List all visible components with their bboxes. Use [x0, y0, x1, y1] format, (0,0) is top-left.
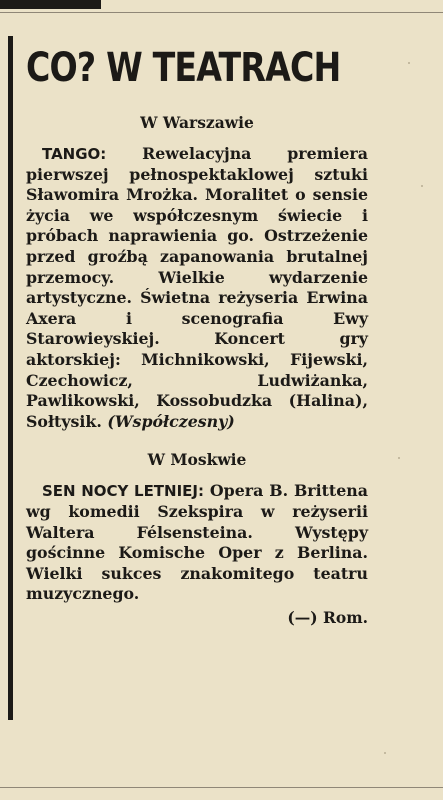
- city-heading-moskwa: W Moskwie: [147, 450, 247, 470]
- theatre-name: (Współczesny): [107, 411, 235, 431]
- top-rule: [0, 12, 443, 13]
- review-body: Rewelacyjna premiera pierwszej pełnospektaklowej sztuki Sławomira Mrożka. Moralitet o sensie życia we współczesnym świecie i próbach naprawienia go. Ostrzeżenie przed groźbą zapanowania brutalnej przemocy. Wielkie wydarzenie artystyczne. Świetna reżyseria Erwina Axera i scenografia Ewy Starowieyskiej. Koncert gry aktorskiej: Michnikowski, Fijewski, Czechowicz, Ludwiżanka, Pawlikowski, Kossobudzka (Halina), Sołtysik.: [26, 144, 368, 431]
- left-column-rule: [8, 36, 13, 720]
- top-black-bar: [0, 0, 101, 9]
- paper-speck: [398, 457, 400, 459]
- paper-speck: [384, 752, 386, 754]
- city-heading-warszawa: W Warszawie: [140, 113, 254, 132]
- headline: CO? W TEATRACH: [26, 45, 341, 91]
- review-body: Opera B. Brittena wg komedii Szekspira w reżyserii Waltera Félsensteina. Występy gościnne Komische Oper z Berlina. Wielki sukces znakomitego teatru muzycznego.: [26, 481, 368, 604]
- paper-speck: [408, 62, 410, 64]
- paper-speck: [421, 185, 423, 187]
- article-column: [26, 40, 368, 629]
- bottom-rule: [0, 787, 443, 788]
- review-sen-nocy-letniej: [26, 481, 368, 605]
- review-title: SEN NOCY LETNIEJ:: [42, 482, 205, 501]
- review-tango: [26, 144, 368, 432]
- author-signature: (—) Rom.: [287, 607, 368, 627]
- review-title: TANGO:: [42, 145, 107, 163]
